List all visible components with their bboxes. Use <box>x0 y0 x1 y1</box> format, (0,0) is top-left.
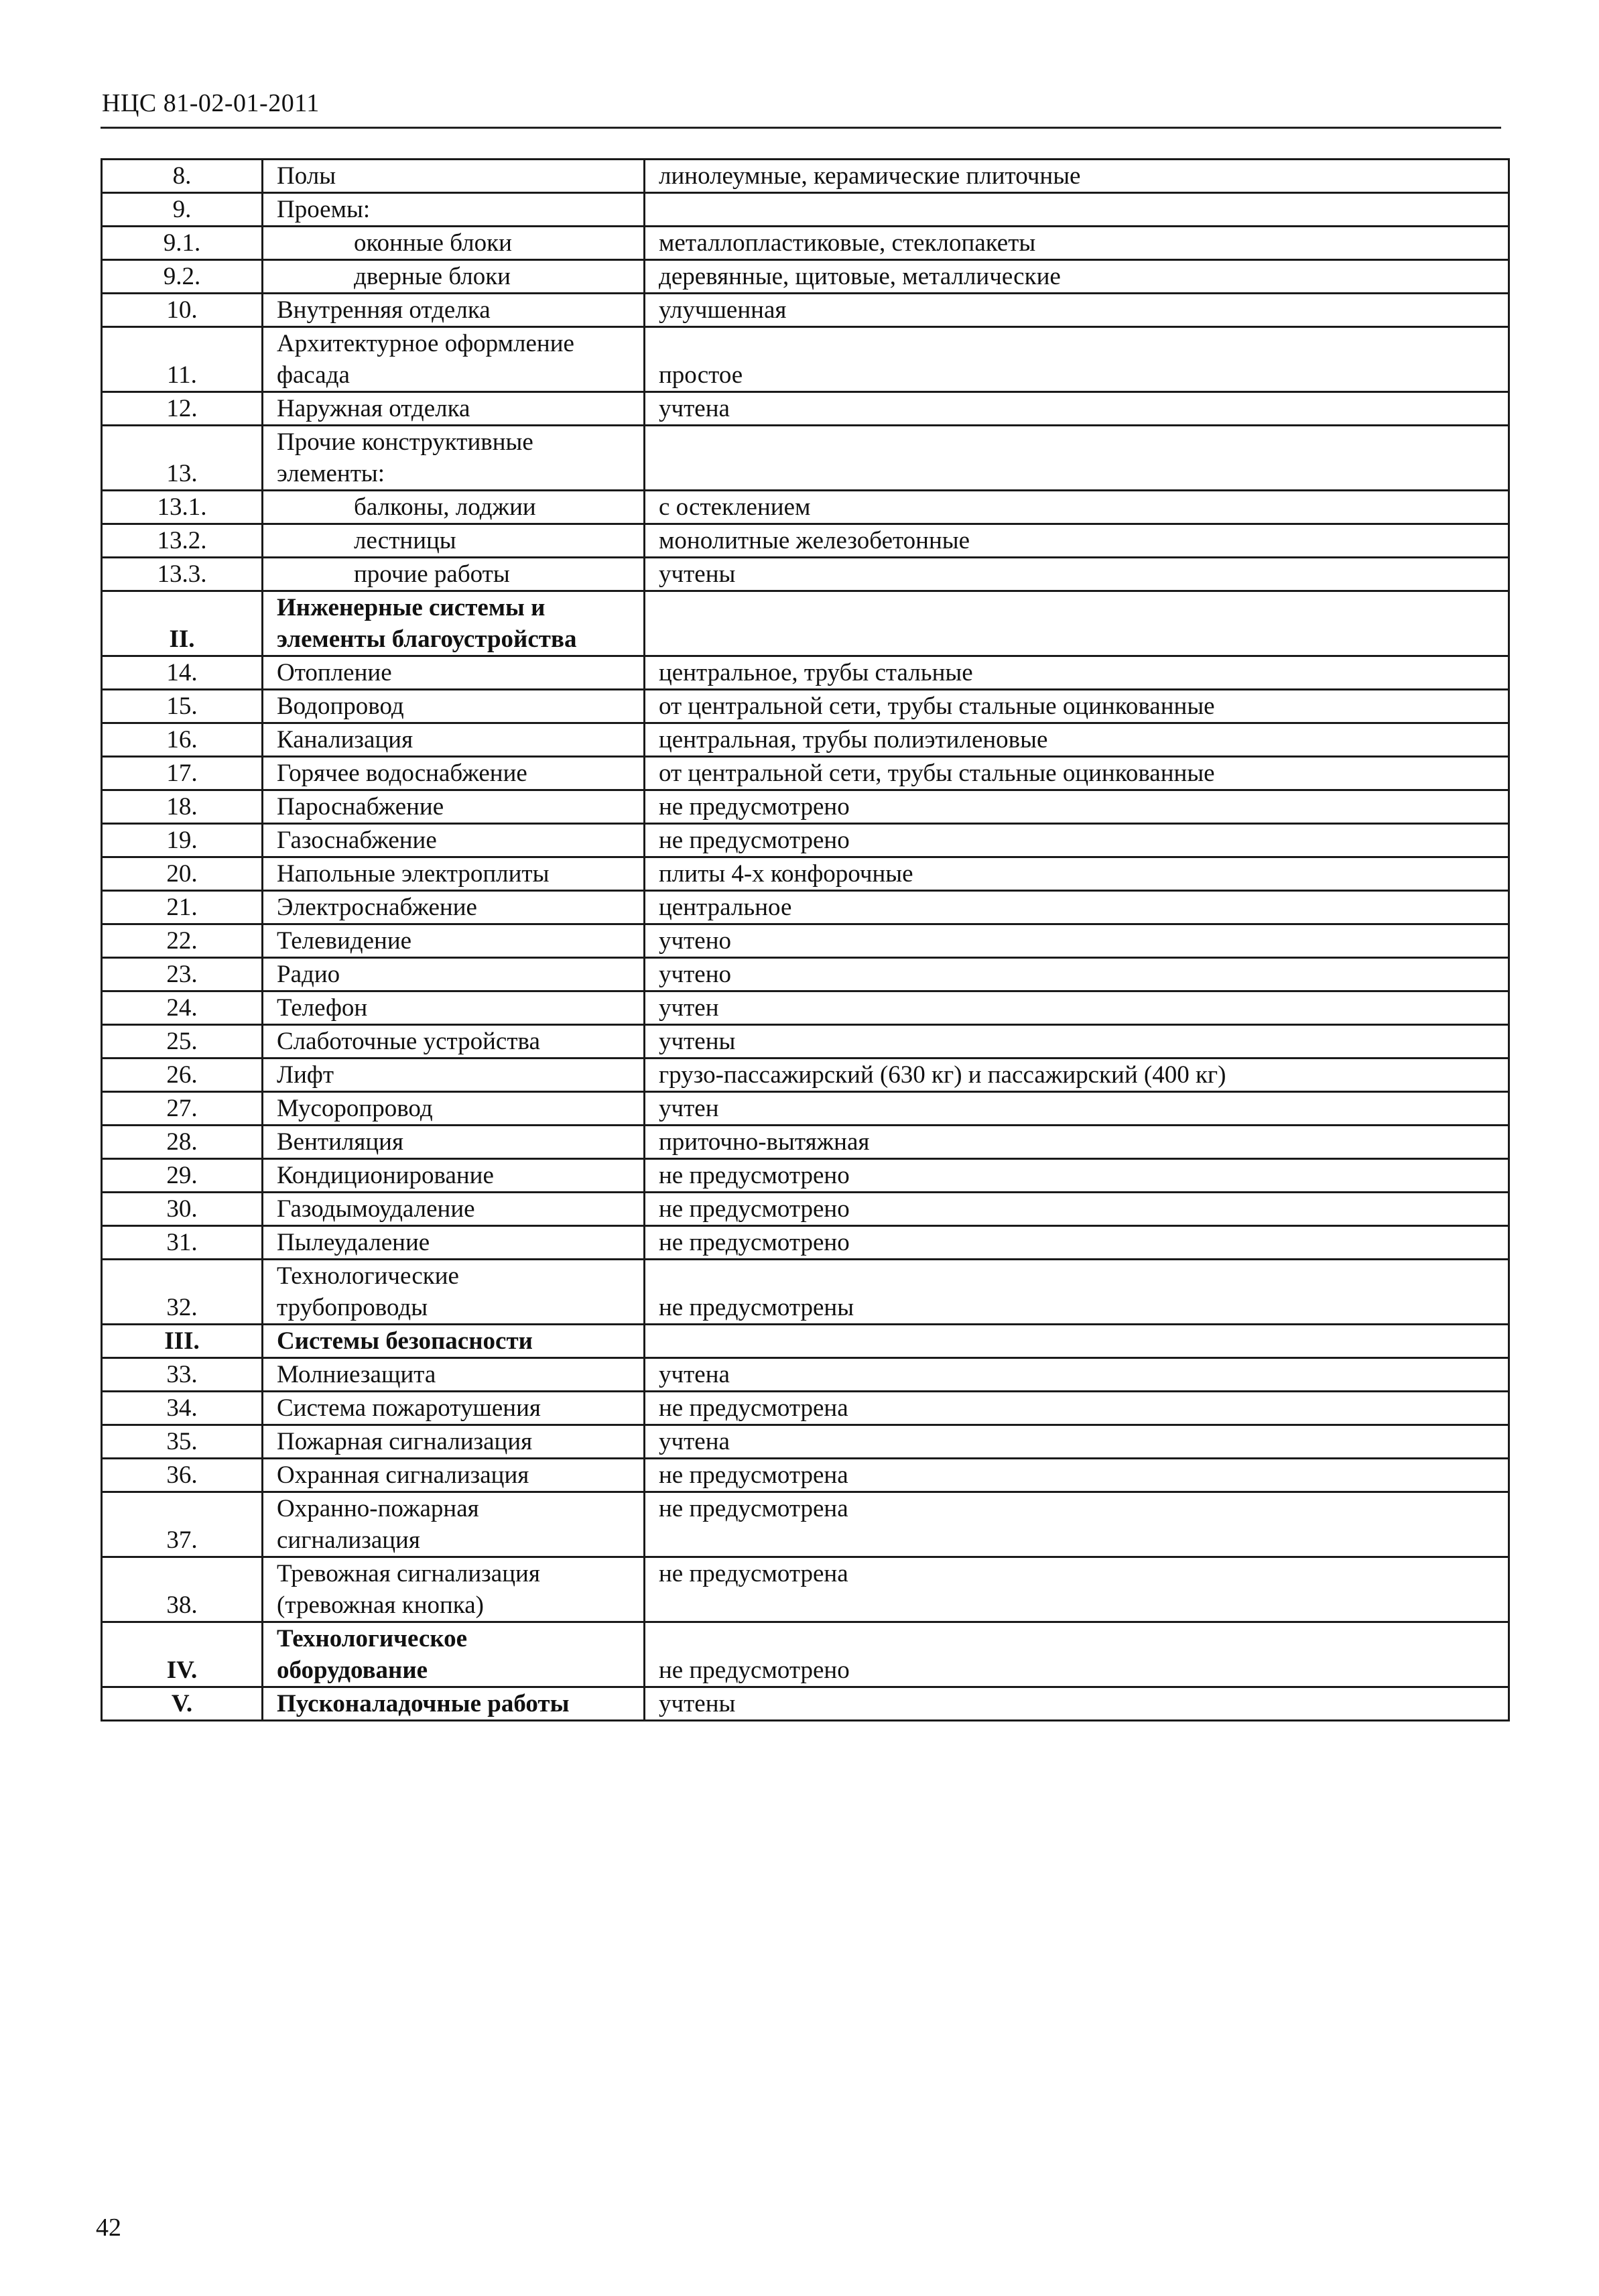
element-name-line: Пожарная сигнализация <box>277 1428 533 1455</box>
element-name-line: Пылеудаление <box>277 1229 430 1256</box>
specification-table <box>101 158 1510 1721</box>
characteristic-value-cell: приточно-вытяжная <box>645 1126 1509 1159</box>
element-name-line: Молниезащита <box>277 1361 436 1388</box>
page-number: 42 <box>96 2214 121 2242</box>
element-name-cell <box>263 790 645 824</box>
row-number-cell: 25. <box>102 1025 263 1059</box>
element-name-line: Инженерные системы и <box>277 594 546 621</box>
table-row <box>102 924 1509 958</box>
table-row <box>102 1059 1509 1092</box>
characteristic-value-cell: центральная, трубы полиэтиленовые <box>645 723 1509 757</box>
characteristic-value-cell: учтена <box>645 392 1509 426</box>
table-row <box>102 227 1509 260</box>
element-name-line: дверные блоки <box>354 263 511 290</box>
element-name-line: Тревожная сигнализация <box>277 1560 540 1587</box>
header-divider <box>101 127 1501 129</box>
element-name-line: элементы благоустройства <box>277 625 577 653</box>
table-row <box>102 824 1509 857</box>
element-name-cell <box>263 1325 645 1358</box>
element-name-cell <box>263 857 645 891</box>
row-number-cell: 14. <box>102 656 263 690</box>
characteristic-value-cell: от центральной сети, трубы стальные оцинкованные <box>645 690 1509 723</box>
table-row <box>102 891 1509 924</box>
element-name-cell <box>263 924 645 958</box>
element-name-line: лестницы <box>354 527 456 554</box>
element-name-line: Технологическое <box>277 1625 468 1652</box>
element-name-cell <box>263 1260 645 1325</box>
table-row <box>102 160 1509 193</box>
specification-table-body <box>102 160 1509 1721</box>
characteristic-value-cell: учтена <box>645 1358 1509 1392</box>
element-name-line: Горячее водоснабжение <box>277 760 527 787</box>
characteristic-value-cell: плиты 4-х конфорочные <box>645 857 1509 891</box>
row-number-cell: 23. <box>102 958 263 991</box>
characteristic-value-cell: центральное, трубы стальные <box>645 656 1509 690</box>
characteristic-value-cell: деревянные, щитовые, металлические <box>645 260 1509 294</box>
table-row <box>102 656 1509 690</box>
row-number-cell: 8. <box>102 160 263 193</box>
element-name-line: Лифт <box>277 1061 334 1089</box>
characteristic-value-cell: не предусмотрена <box>645 1492 1509 1557</box>
element-name-line: трубопроводы <box>277 1294 428 1321</box>
element-name-line: Наружная отделка <box>277 395 470 422</box>
table-row <box>102 1392 1509 1425</box>
row-number-cell: 9.2. <box>102 260 263 294</box>
row-number-cell: 9. <box>102 193 263 227</box>
row-number-cell: 24. <box>102 991 263 1025</box>
table-row <box>102 591 1509 656</box>
characteristic-value-cell: грузо-пассажирский (630 кг) и пассажирский (400 кг) <box>645 1059 1509 1092</box>
element-name-line: Газодымоудаление <box>277 1195 475 1223</box>
element-name-cell <box>263 1557 645 1622</box>
row-number-cell: 13.3. <box>102 558 263 591</box>
element-name-cell <box>263 1159 645 1193</box>
document-code-header: НЦС 81-02-01-2011 <box>102 89 320 117</box>
element-name-cell <box>263 891 645 924</box>
table-row <box>102 958 1509 991</box>
element-name-cell <box>263 1459 645 1492</box>
row-number-cell: 31. <box>102 1226 263 1260</box>
table-row <box>102 1459 1509 1492</box>
row-number-cell: 19. <box>102 824 263 857</box>
element-name-line: Водопровод <box>277 692 404 720</box>
row-number-cell: 35. <box>102 1425 263 1459</box>
table-row <box>102 1622 1509 1687</box>
row-number-cell: 9.1. <box>102 227 263 260</box>
row-number-cell: 28. <box>102 1126 263 1159</box>
element-name-cell <box>263 1092 645 1126</box>
row-number-cell: 18. <box>102 790 263 824</box>
element-name-cell <box>263 723 645 757</box>
characteristic-value-cell: центральное <box>645 891 1509 924</box>
element-name-cell <box>263 1425 645 1459</box>
table-row <box>102 392 1509 426</box>
characteristic-value-cell <box>645 193 1509 227</box>
characteristic-value-cell: не предусмотрено <box>645 824 1509 857</box>
characteristic-value-cell: не предусмотрено <box>645 1159 1509 1193</box>
element-name-cell <box>263 1687 645 1721</box>
row-number-cell: 30. <box>102 1193 263 1226</box>
characteristic-value-cell: улучшенная <box>645 294 1509 327</box>
element-name-line: Кондиционирование <box>277 1162 494 1189</box>
element-name-line: Слаботочные устройства <box>277 1028 540 1055</box>
row-number-cell: 26. <box>102 1059 263 1092</box>
element-name-line: Архитектурное оформление <box>277 330 574 357</box>
row-number-cell: 13.1. <box>102 491 263 524</box>
element-name-cell <box>263 1226 645 1260</box>
table-row <box>102 524 1509 558</box>
element-name-line: фасада <box>277 361 350 389</box>
table-row <box>102 1687 1509 1721</box>
element-name-line: (тревожная кнопка) <box>277 1591 484 1619</box>
table-row <box>102 1325 1509 1358</box>
element-name-line: сигнализация <box>277 1526 420 1554</box>
element-name-line: Телефон <box>277 994 368 1022</box>
table-row <box>102 1126 1509 1159</box>
characteristic-value-cell: не предусмотрена <box>645 1459 1509 1492</box>
element-name-line: элементы: <box>277 460 385 487</box>
table-row <box>102 294 1509 327</box>
element-name-line: оборудование <box>277 1656 428 1684</box>
element-name-cell <box>263 294 645 327</box>
element-name-cell <box>263 757 645 790</box>
table-row <box>102 1358 1509 1392</box>
characteristic-value-cell: учтено <box>645 958 1509 991</box>
characteristic-value-cell: учтены <box>645 1025 1509 1059</box>
table-row <box>102 1193 1509 1226</box>
element-name-cell <box>263 656 645 690</box>
row-number-cell: IV. <box>102 1622 263 1687</box>
element-name-line: Радио <box>277 961 340 988</box>
element-name-line: Проемы: <box>277 196 371 223</box>
element-name-cell <box>263 160 645 193</box>
element-name-line: Газоснабжение <box>277 827 437 854</box>
table-row <box>102 327 1509 392</box>
table-row <box>102 558 1509 591</box>
row-number-cell: 33. <box>102 1358 263 1392</box>
element-name-line: Системы безопасности <box>277 1327 533 1355</box>
characteristic-value-cell: учтен <box>645 991 1509 1025</box>
row-number-cell: 36. <box>102 1459 263 1492</box>
row-number-cell: 20. <box>102 857 263 891</box>
characteristic-value-cell: линолеумные, керамические плиточные <box>645 160 1509 193</box>
table-row <box>102 723 1509 757</box>
element-name-line: Пусконаладочные работы <box>277 1690 570 1717</box>
characteristic-value-cell: учтены <box>645 1687 1509 1721</box>
characteristic-value-cell <box>645 591 1509 656</box>
element-name-line: Мусоропровод <box>277 1095 433 1122</box>
element-name-cell <box>263 1193 645 1226</box>
characteristic-value-cell: учтена <box>645 1425 1509 1459</box>
characteristic-value-cell: не предусмотрена <box>645 1392 1509 1425</box>
element-name-line: Полы <box>277 162 336 190</box>
table-row <box>102 426 1509 491</box>
row-number-cell: II. <box>102 591 263 656</box>
element-name-cell <box>263 327 645 392</box>
characteristic-value-cell <box>645 1325 1509 1358</box>
row-number-cell: 21. <box>102 891 263 924</box>
element-name-cell <box>263 227 645 260</box>
characteristic-value-cell: монолитные железобетонные <box>645 524 1509 558</box>
element-name-line: Охранно-пожарная <box>277 1495 479 1522</box>
table-row <box>102 193 1509 227</box>
element-name-cell <box>263 824 645 857</box>
element-name-line: Прочие конструктивные <box>277 428 533 456</box>
element-name-line: Отопление <box>277 659 392 686</box>
element-name-cell <box>263 591 645 656</box>
element-name-cell <box>263 690 645 723</box>
row-number-cell: 37. <box>102 1492 263 1557</box>
element-name-line: Технологические <box>277 1262 459 1290</box>
table-row <box>102 1557 1509 1622</box>
characteristic-value-cell: не предусмотрено <box>645 790 1509 824</box>
element-name-cell <box>263 558 645 591</box>
characteristic-value-cell: не предусмотрена <box>645 1557 1509 1622</box>
table-row <box>102 991 1509 1025</box>
table-row <box>102 1492 1509 1557</box>
element-name-cell <box>263 991 645 1025</box>
characteristic-value-cell <box>645 426 1509 491</box>
table-row <box>102 1092 1509 1126</box>
element-name-cell <box>263 1622 645 1687</box>
characteristic-value-cell: от центральной сети, трубы стальные оцинкованные <box>645 757 1509 790</box>
row-number-cell: 13. <box>102 426 263 491</box>
table-row <box>102 857 1509 891</box>
element-name-line: Вентиляция <box>277 1128 403 1156</box>
row-number-cell: V. <box>102 1687 263 1721</box>
element-name-line: Напольные электроплиты <box>277 860 550 888</box>
row-number-cell: 29. <box>102 1159 263 1193</box>
table-row <box>102 260 1509 294</box>
characteristic-value-cell: простое <box>645 327 1509 392</box>
table-row <box>102 690 1509 723</box>
table-row <box>102 1025 1509 1059</box>
table-row <box>102 1260 1509 1325</box>
row-number-cell: 10. <box>102 294 263 327</box>
table-row <box>102 1159 1509 1193</box>
characteristic-value-cell: металлопластиковые, стеклопакеты <box>645 227 1509 260</box>
element-name-cell <box>263 491 645 524</box>
element-name-line: Охранная сигнализация <box>277 1461 529 1489</box>
characteristic-value-cell: с остеклением <box>645 491 1509 524</box>
element-name-line: Система пожаротушения <box>277 1394 541 1422</box>
row-number-cell: 16. <box>102 723 263 757</box>
element-name-cell <box>263 524 645 558</box>
row-number-cell: 32. <box>102 1260 263 1325</box>
element-name-line: Телевидение <box>277 927 412 955</box>
element-name-line: оконные блоки <box>354 229 512 257</box>
element-name-cell <box>263 260 645 294</box>
row-number-cell: III. <box>102 1325 263 1358</box>
element-name-cell <box>263 1059 645 1092</box>
row-number-cell: 27. <box>102 1092 263 1126</box>
element-name-cell <box>263 193 645 227</box>
element-name-cell <box>263 1126 645 1159</box>
element-name-line: балконы, лоджии <box>354 493 536 521</box>
element-name-line: прочие работы <box>354 560 510 588</box>
row-number-cell: 15. <box>102 690 263 723</box>
element-name-line: Электроснабжение <box>277 894 477 921</box>
characteristic-value-cell: учтены <box>645 558 1509 591</box>
element-name-line: Пароснабжение <box>277 793 444 821</box>
element-name-line: Канализация <box>277 726 413 753</box>
table-row <box>102 757 1509 790</box>
row-number-cell: 22. <box>102 924 263 958</box>
row-number-cell: 34. <box>102 1392 263 1425</box>
table-row <box>102 1425 1509 1459</box>
element-name-cell <box>263 958 645 991</box>
characteristic-value-cell: учтено <box>645 924 1509 958</box>
characteristic-value-cell: не предусмотрено <box>645 1193 1509 1226</box>
table-row <box>102 491 1509 524</box>
row-number-cell: 12. <box>102 392 263 426</box>
characteristic-value-cell: учтен <box>645 1092 1509 1126</box>
table-row <box>102 790 1509 824</box>
table-row <box>102 1226 1509 1260</box>
row-number-cell: 13.2. <box>102 524 263 558</box>
element-name-cell <box>263 1392 645 1425</box>
row-number-cell: 11. <box>102 327 263 392</box>
characteristic-value-cell: не предусмотрены <box>645 1260 1509 1325</box>
element-name-line: Внутренняя отделка <box>277 296 491 324</box>
element-name-cell <box>263 1358 645 1392</box>
element-name-cell <box>263 1492 645 1557</box>
characteristic-value-cell: не предусмотрено <box>645 1622 1509 1687</box>
element-name-cell <box>263 1025 645 1059</box>
row-number-cell: 17. <box>102 757 263 790</box>
element-name-cell <box>263 392 645 426</box>
row-number-cell: 38. <box>102 1557 263 1622</box>
characteristic-value-cell: не предусмотрено <box>645 1226 1509 1260</box>
element-name-cell <box>263 426 645 491</box>
